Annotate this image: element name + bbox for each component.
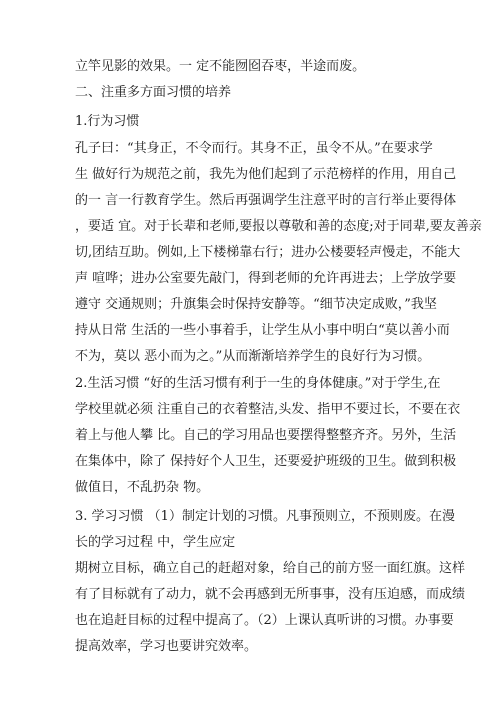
text-line: 不为，莫以 恶小而为之。”从而渐渐培养学生的良好行为习惯。 — [75, 349, 431, 364]
text-line: 遵守 交通规则；升旗集会时保持安静等。“细节决定成败，”我坚 — [75, 297, 437, 312]
text-line: 期树立目标，确立自己的赶超对象，给自己的前方竖一面红旗。这样 — [75, 561, 466, 576]
text-line: 的一 言一行教育学生。然后再强调学生注意平时的言行举止要得体 — [75, 193, 457, 208]
text-line: 做值日，不乱扔杂 物。 — [75, 480, 210, 495]
text-line: 声 喧哗；进办公室要先敲门，得到老师的允许再进去；上学放学要 — [75, 271, 457, 286]
text-line: 生 做好行为规范之前，我先为他们起到了示范榜样的作用，用自己 — [75, 167, 457, 182]
text-line: 学校里就必须 注重自己的衣着整洁,头发、指甲不要过长，不要在衣 — [75, 402, 461, 417]
text-line: 着上与他人攀 比。自己的学习用品也要摆得整整齐齐。另外，生活 — [75, 428, 457, 443]
subsection-heading: 1.行为习惯 — [75, 114, 140, 129]
section-heading: 二、注重多方面习惯的培养 — [75, 85, 232, 100]
text-line: 在集体中，除了 保持好个人卫生，还要爱护班级的卫生。做到积极 — [75, 454, 457, 469]
text-line: 也在追赶目标的过程中提高了。（2）上课认真听讲的习惯。办事要 — [75, 613, 454, 628]
text-line: 长的学习过程 中，学生应定 — [75, 535, 236, 550]
text-line: 有了目标就有了动力，就不会再感到无所事事，没有压迫感，而成绩 — [75, 587, 466, 602]
text-line: 切,团结互助。例如,上下楼梯靠右行；进办公楼要轻声慢走，不能大 — [75, 245, 461, 260]
text-line: 3. 学习习惯 （1）制定计划的习惯。凡事预则立，不预则废。在漫 — [75, 509, 455, 524]
text-line: 孔子曰：“其身正，不令而行。其身不正，虽令不从。”在要求学 — [75, 141, 433, 156]
text-line: 提高效率，学习也要讲究效率。 — [75, 639, 258, 654]
text-line: ，要适 宜。对于长辈和老师,要报以尊敬和善的态度;对于同辈,要友善亲 — [75, 219, 482, 234]
text-line: 持从日常 生活的一些小事着手，让学生从小事中明白“莫以善小而 — [75, 323, 450, 338]
text-line: 立竿见影的效果。一 定不能囫囵吞枣，半途而废。 — [75, 59, 366, 74]
text-line: 2.生活习惯 “好的生活习惯有利于一生的身体健康。”对于学生,在 — [75, 376, 441, 391]
